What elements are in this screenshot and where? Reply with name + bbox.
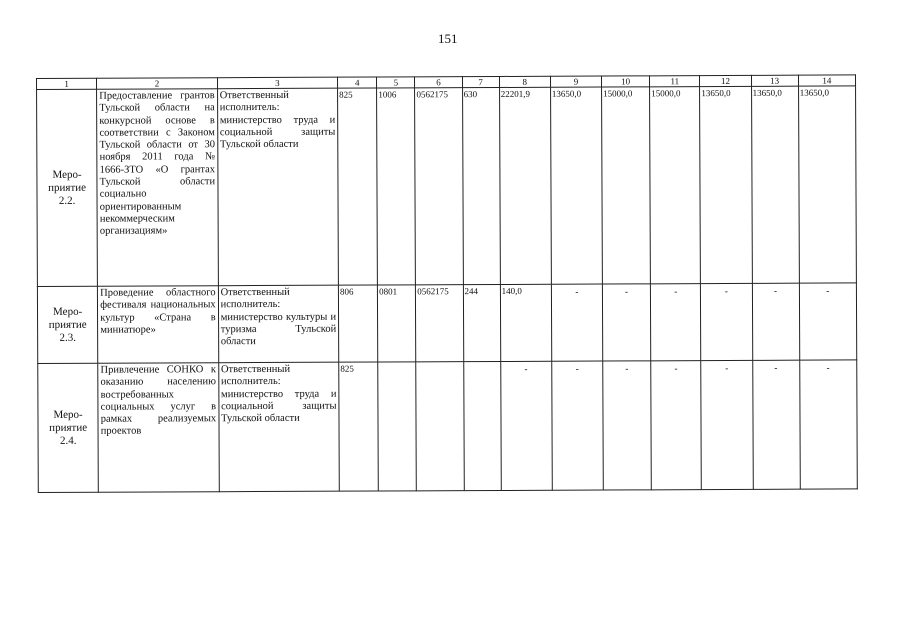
- value-cell: -: [602, 284, 651, 361]
- value-cell: 13650,0: [798, 86, 856, 283]
- value-cell: [416, 362, 464, 491]
- column-header: 5: [377, 77, 415, 88]
- value-cell: 15000,0: [650, 87, 701, 284]
- value-cell: -: [799, 360, 857, 489]
- value-cell: -: [500, 361, 552, 490]
- page-number: 151: [438, 31, 458, 46]
- column-header: 3: [217, 77, 337, 89]
- value-cell: 13650,0: [751, 86, 799, 283]
- activity-executor: Ответственный исполнитель: министерство труда и социальной защиты Тульской области: [218, 362, 339, 492]
- activity-label: Меро- приятие 2.4.: [38, 363, 99, 492]
- value-cell: -: [551, 284, 603, 361]
- activity-description: Предоставление грантов Тульской области на конкурсной основе в соответствии с Законом Тульской области от 30 ноября 2011 года № 1666-ЗТО «О грантах Тульской области социально ориентированным некоммерческим организациям»: [97, 89, 218, 287]
- value-cell: 0801: [378, 285, 416, 362]
- value-cell: 22201,9: [499, 87, 551, 284]
- value-cell: 15000,0: [602, 87, 651, 284]
- column-header: 9: [550, 76, 601, 87]
- value-cell: 630: [462, 87, 500, 284]
- value-cell: [463, 361, 501, 490]
- column-header: 14: [798, 75, 855, 86]
- activity-label: Меро- приятие 2.2.: [37, 89, 98, 286]
- value-cell: 806: [339, 285, 378, 362]
- value-cell: 244: [463, 284, 500, 361]
- value-cell: 0562175: [416, 285, 464, 362]
- activity-executor: Ответственный исполнитель: министерство труда и социальной защиты Тульской области: [217, 88, 338, 286]
- value-cell: 13650,0: [700, 86, 752, 283]
- program-activities-table: [36, 74, 858, 493]
- value-cell: -: [603, 361, 652, 490]
- column-header: 8: [499, 76, 550, 87]
- value-cell: 13650,0: [550, 87, 602, 284]
- activity-description: Привлечение СОНКО к оказанию населению востребованных социальных услуг в рамках реализуемых проектов: [98, 363, 219, 493]
- value-cell: -: [752, 283, 800, 360]
- column-header: 6: [415, 77, 462, 88]
- column-header: 7: [462, 76, 499, 87]
- value-cell: 825: [339, 362, 379, 491]
- table-row: [37, 283, 856, 364]
- value-cell: -: [701, 283, 753, 360]
- column-header: 2: [97, 78, 217, 90]
- column-header: 1: [37, 78, 97, 89]
- activity-description: Проведение областного фестиваля национальных культур «Страна в миниатюре»: [98, 286, 219, 364]
- table-row: [37, 86, 857, 287]
- value-cell: 1006: [377, 88, 416, 285]
- activity-executor: Ответственный исполнитель: министерство культуры и туризма Тульской области: [218, 285, 339, 363]
- value-cell: -: [799, 283, 857, 360]
- column-header: 10: [601, 76, 649, 87]
- value-cell: 140,0: [500, 284, 552, 361]
- value-cell: 825: [338, 88, 378, 285]
- activity-label: Меро- приятие 2.3.: [37, 286, 98, 363]
- value-cell: [378, 362, 417, 491]
- column-header: 11: [650, 76, 700, 87]
- value-cell: 0562175: [415, 88, 463, 285]
- column-header: 4: [338, 77, 377, 88]
- value-cell: -: [701, 360, 753, 489]
- value-cell: -: [651, 361, 702, 490]
- table-row: [38, 360, 858, 493]
- value-cell: -: [552, 361, 604, 490]
- value-cell: -: [752, 360, 800, 489]
- column-header: 13: [751, 75, 798, 86]
- column-header: 12: [700, 75, 751, 86]
- value-cell: -: [651, 284, 702, 361]
